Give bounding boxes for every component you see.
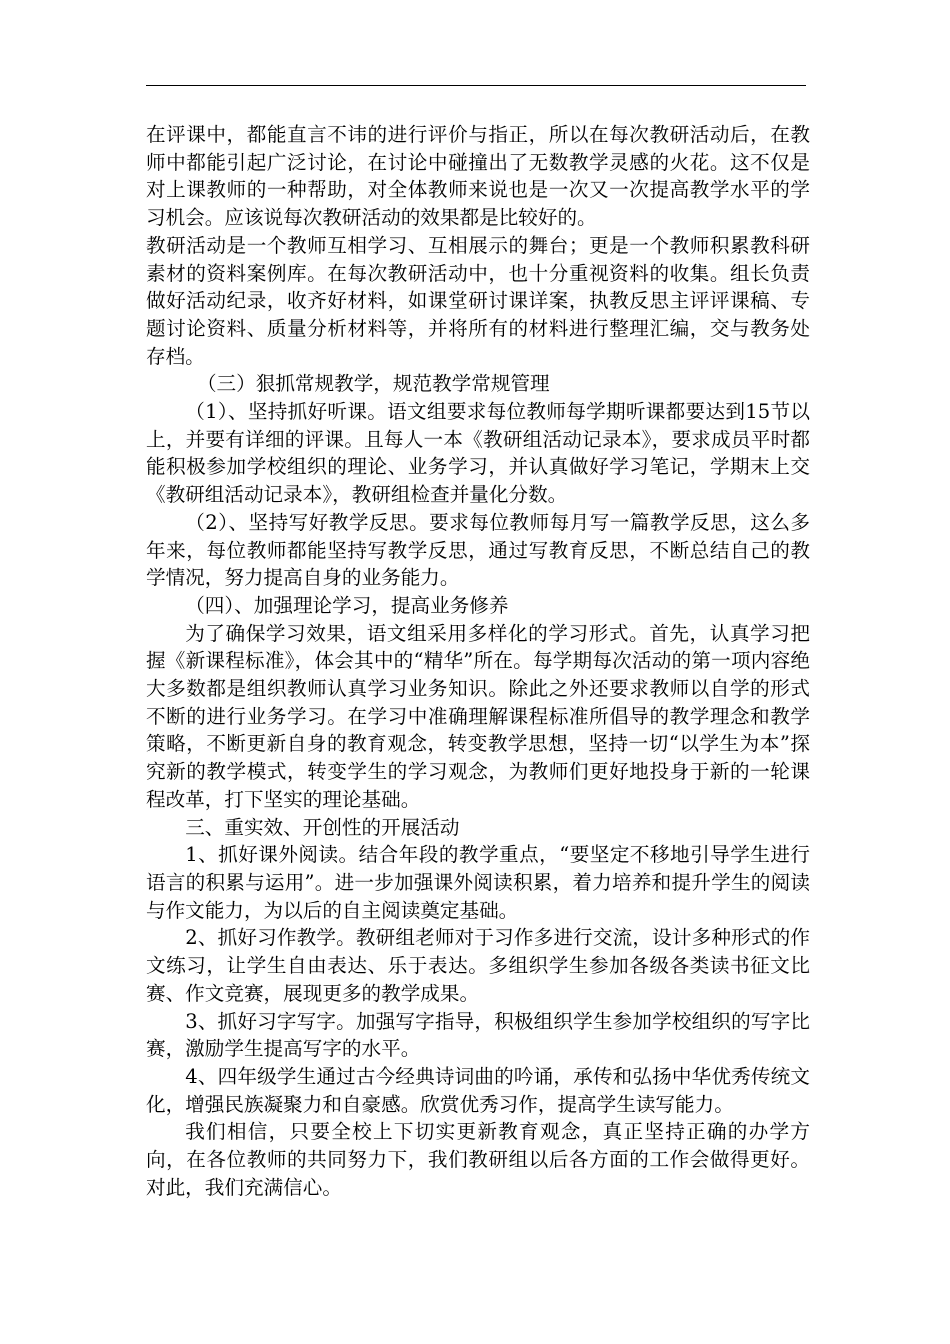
paragraph: （1）、坚持抓好听课。语文组要求每位教师每学期听课都要达到15节以上，并要有详细的评课。且每人一本《教研组活动记录本》，要求成员平时都能积极参加学校组织的理论、业务学习，并认真做好学习笔记，学期末上交《教研组活动记录本》，教研组检查并量化分数。	[146, 400, 810, 507]
paragraph: 2、抓好习作教学。教研组老师对于习作多进行交流，设计多种形式的作文练习，让学生自由表达、乐于表达。多组织学生参加各级各类读书征文比赛、作文竞赛，展现更多的教学成果。	[146, 926, 810, 1005]
header-rule	[146, 85, 806, 86]
section-heading: （三）狠抓常规教学，规范教学常规管理	[196, 372, 550, 396]
document-body	[146, 121, 810, 1201]
paragraph: 教研活动是一个教师互相学习、互相展示的舞台；更是一个教师积累教科研素材的资料案例库。在每次教研活动中，也十分重视资料的收集。组长负责做好活动纪录，收齐好材料，如课堂研讨课详案，执教反思主评评课稿、专题讨论资料、质量分析材料等，并将所有的材料进行整理汇编，交与教务处存档。	[146, 233, 810, 368]
paragraph: 1、抓好课外阅读。结合年段的教学重点，“要坚定不移地引导学生进行语言的积累与运用”。进一步加强课外阅读积累，着力培养和提升学生的阅读与作文能力，为以后的自主阅读奠定基础。	[146, 843, 810, 922]
section-heading: 三、重实效、开创性的开展活动	[185, 815, 460, 839]
paragraph: 3、抓好习字写字。加强写字指导，积极组织学生参加学校组织的写字比赛，激励学生提高写字的水平。	[146, 1009, 810, 1061]
paragraph: 我们相信，只要全校上下切实更新教育观念，真正坚持正确的办学方向，在各位教师的共同努力下，我们教研组以后各方面的工作会做得更好。对此，我们充满信心。	[146, 1120, 810, 1199]
section-heading: （四）、加强理论学习，提高业务修养	[185, 593, 509, 617]
paragraph: （2）、坚持写好教学反思。要求每位教师每月写一篇教学反思，这么多年来，每位教师都能坚持写教学反思，通过写教育反思，不断总结自己的教学情况，努力提高自身的业务能力。	[146, 510, 810, 590]
paragraph: 为了确保学习效果，语文组采用多样化的学习形式。首先，认真学习把握《新课程标准》，体会其中的“精华”所在。每学期每次活动的第一项内容绝大多数都是组织教师认真学习业务知识。除此之外还要求教师以自学的形式不断的进行业务学习。在学习中准确理解课程标准所倡导的教学理念和教学策略，不断更新自身的教育观念，转变教学思想，坚持一切“以学生为本”探究新的教学模式，转变学生的学习观念，为教师们更好地投身于新的一轮课程改革，打下坚实的理论基础。	[146, 621, 810, 811]
paragraph: 4、四年级学生通过古今经典诗词曲的吟诵，承传和弘扬中华优秀传统文化，增强民族凝聚力和自豪感。欣赏优秀习作，提高学生读写能力。	[146, 1064, 810, 1116]
paragraph: 在评课中，都能直言不讳的进行评价与指正，所以在每次教研活动后，在教师中都能引起广泛讨论，在讨论中碰撞出了无数教学灵感的火花。这不仅是对上课教师的一种帮助，对全体教师来说也是一次又一次提高教学水平的学习机会。应该说每次教研活动的效果都是比较好的。	[146, 123, 810, 230]
